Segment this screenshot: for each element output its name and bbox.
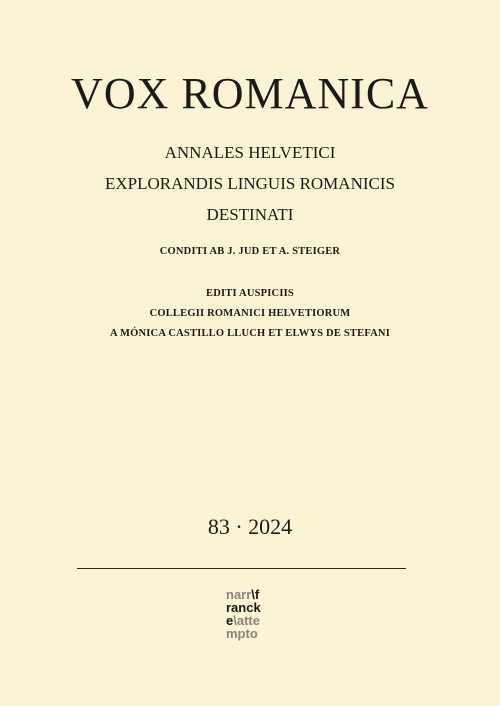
logo-text: \atte: [233, 613, 260, 628]
editors-block: [0, 284, 500, 344]
subtitle-line: EXPLORANDIS LINGUIS ROMANICIS: [105, 174, 395, 193]
logo-text: narr: [226, 587, 252, 602]
editors-line: EDITI AUSPICIIS: [206, 288, 294, 299]
publisher-logo: [226, 588, 261, 640]
logo-line: [226, 627, 261, 640]
subtitle-line: DESTINATI: [206, 205, 294, 224]
editors-line: A MÓNICA CASTILLO LLUCH ET ELWYS DE STEFANI: [109, 328, 391, 339]
journal-title: VOX ROMANICA: [71, 69, 429, 118]
journal-subtitle: [0, 137, 500, 230]
logo-text: e: [226, 613, 234, 628]
logo-text: ranck: [226, 600, 261, 615]
subtitle-line: ANNALES HELVETICI: [164, 143, 336, 162]
logo-text: \f: [251, 587, 260, 602]
divider-rule: [77, 568, 406, 569]
logo-text: mpto: [226, 626, 258, 641]
founders-line: CONDITI AB J. JUD ET A. STEIGER: [159, 246, 341, 257]
editors-line: COLLEGII ROMANICI HELVETIORUM: [149, 308, 351, 319]
volume-year: 83 · 2024: [207, 514, 293, 539]
